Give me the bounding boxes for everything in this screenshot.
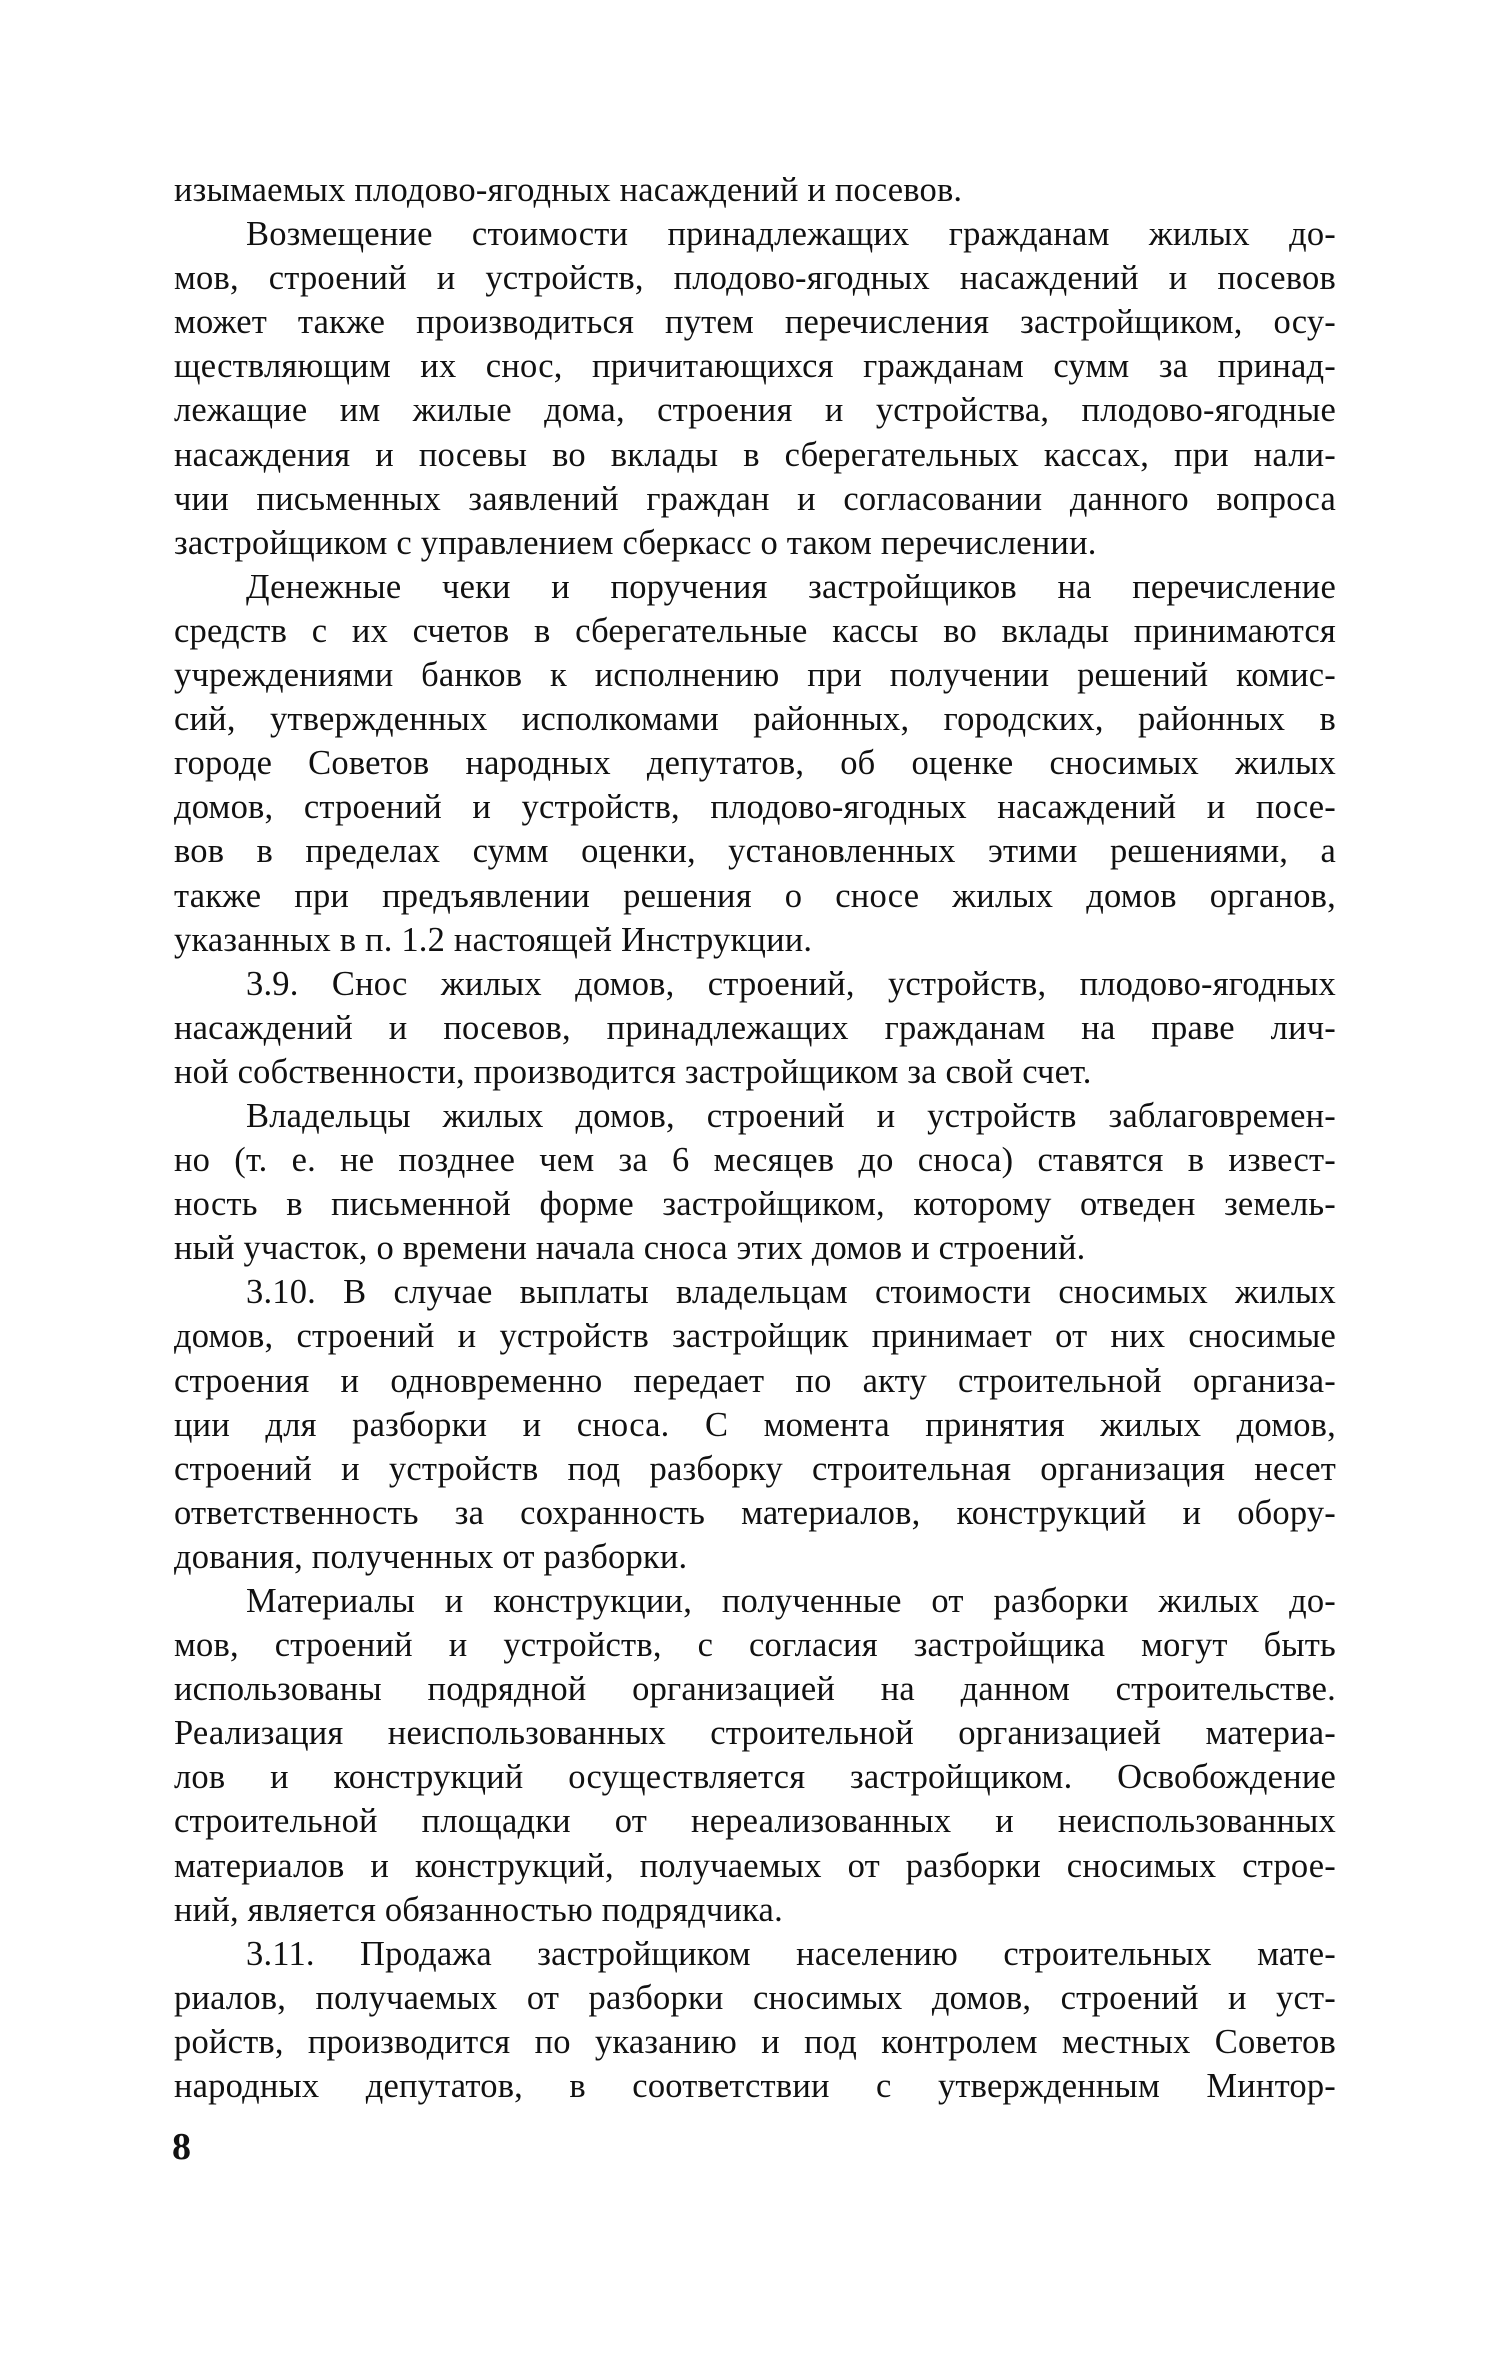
text-line: насаждений и посевов, принадлежащих гражданам на праве лич- (174, 1008, 1336, 1047)
paragraph-continuation (174, 168, 1336, 212)
document-body (174, 168, 1336, 2108)
text-line: Денежные чеки и поручения застройщиков на перечисление (246, 567, 1336, 606)
text-line: строений и устройств под разборку строительная организация несет (174, 1449, 1336, 1488)
text-line: застройщиком с управлением сберкасс о таком перечислении. (174, 523, 1097, 562)
text-line: учреждениями банков к исполнению при получении решений комис- (174, 656, 1336, 695)
text-line: материалов и конструкций, получаемых от разборки сносимых строе- (174, 1846, 1336, 1885)
page-number: 8 (172, 2126, 191, 2168)
text-line: может также производиться путем перечисления застройщиком, осу- (174, 303, 1336, 342)
text-line: народных депутатов, в соответствии с утвержденным Минтор- (174, 2067, 1336, 2106)
text-line: ний, является обязанностью подрядчика. (174, 1890, 783, 1929)
text-line: лов и конструкций осуществляется застройщиком. Освобождение (174, 1758, 1336, 1797)
paragraph-cheques (174, 565, 1336, 962)
text-line: ответственность за сохранность материалов, конструкций и обору- (174, 1493, 1336, 1532)
text-line: изымаемых плодово-ягодных насаждений и посевов. (174, 171, 963, 209)
text-line: мов, строений и устройств, с согласия застройщика могут быть (174, 1626, 1336, 1665)
text-line: Возмещение стоимости принадлежащих гражданам жилых до- (246, 215, 1336, 254)
paragraph-3-10 (174, 1270, 1336, 1579)
paragraph-3-11 (174, 1932, 1336, 2108)
paragraph-3-9 (174, 962, 1336, 1094)
text-line: Реализация неиспользованных строительной организацией материа- (174, 1714, 1336, 1753)
document-page (174, 168, 1336, 2108)
text-line: строительной площадки от нереализованных и неиспользованных (174, 1802, 1336, 1841)
text-line: городе Советов народных депутатов, об оценке сносимых жилых (174, 744, 1336, 783)
paragraph-compensation-transfer (174, 212, 1336, 565)
text-line: ной собственности, производится застройщиком за свой счет. (174, 1052, 1092, 1091)
text-line: чии письменных заявлений граждан и согласовании данного вопроса (174, 479, 1336, 518)
text-line: 3.9. Снос жилых домов, строений, устройств, плодово-ягодных (246, 964, 1336, 1003)
text-line: также при предъявлении решения о сносе жилых домов органов, (174, 876, 1336, 915)
paragraph-owners-notice (174, 1094, 1336, 1270)
text-line: домов, строений и устройств, плодово-ягодных насаждений и посе- (174, 788, 1336, 827)
text-line: насаждения и посевы во вклады в сберегательных кассах, при нали- (174, 435, 1336, 474)
text-line: 3.11. Продажа застройщиком населению строительных мате- (246, 1934, 1336, 1973)
text-line: указанных в п. 1.2 настоящей Инструкции. (174, 920, 813, 959)
text-line: Владельцы жилых домов, строений и устройств заблаговремен- (246, 1096, 1336, 1135)
text-line: лежащие им жилые дома, строения и устройства, плодово-ягодные (174, 391, 1336, 430)
text-line: использованы подрядной организацией на данном строительстве. (174, 1670, 1336, 1709)
text-line: средств с их счетов в сберегательные кассы во вклады принимаются (174, 611, 1336, 650)
text-line: ции для разборки и сноса. С момента принятия жилых домов, (174, 1405, 1336, 1444)
paragraph-materials (174, 1579, 1336, 1932)
text-line: ность в письменной форме застройщиком, которому отведен земель- (174, 1185, 1336, 1224)
text-line: мов, строений и устройств, плодово-ягодных насаждений и посевов (174, 259, 1336, 298)
text-line: Материалы и конструкции, полученные от разборки жилых до- (246, 1582, 1336, 1620)
text-line: домов, строений и устройств застройщик принимает от них сносимые (174, 1317, 1336, 1356)
text-line: риалов, получаемых от разборки сносимых домов, строений и уст- (174, 1978, 1336, 2017)
text-line: вов в пределах сумм оценки, установленных этими решениями, а (174, 832, 1336, 871)
text-line: строения и одновременно передает по акту строительной организа- (174, 1361, 1336, 1400)
text-line: но (т. е. не позднее чем за 6 месяцев до сноса) ставятся в извест- (174, 1141, 1336, 1180)
text-line: сий, утвержденных исполкомами районных, городских, районных в (174, 700, 1336, 739)
text-line: ройств, производится по указанию и под контролем местных Советов (174, 2022, 1336, 2061)
text-line: дования, полученных от разборки. (174, 1537, 688, 1576)
text-line: 3.10. В случае выплаты владельцам стоимости сносимых жилых (246, 1273, 1336, 1312)
text-line: ществляющим их снос, причитающихся гражданам сумм за принад- (174, 347, 1336, 386)
text-line: ный участок, о времени начала сноса этих домов и строений. (174, 1229, 1086, 1268)
